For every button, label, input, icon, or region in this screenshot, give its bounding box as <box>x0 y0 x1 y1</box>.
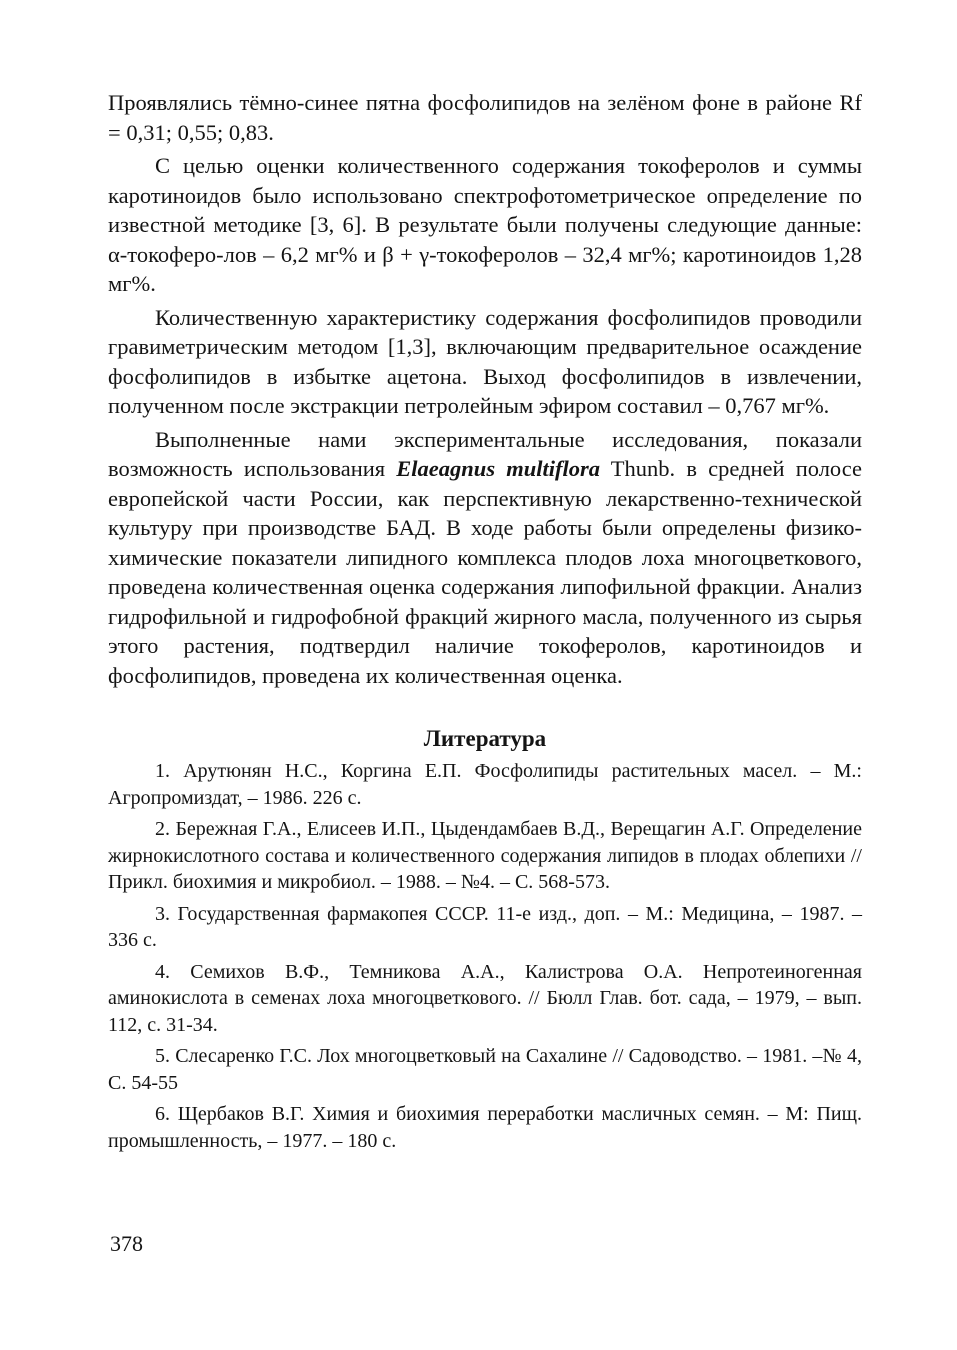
reference-text: Щербаков В.Г. Химия и биохимия переработки масличных семян. – М: Пищ. промышленность, – 1977. – 180 с. <box>108 1103 863 1152</box>
reference-item <box>108 1043 862 1096</box>
page-number: 378 <box>110 1231 143 1256</box>
reference-number: 4. <box>155 960 170 983</box>
references-heading: Литература <box>423 726 547 751</box>
reference-text: Слесаренко Г.С. Лох многоцветковый на Сахалине // Садоводство. – 1981. –№ 4, С. 54-55 <box>108 1045 863 1094</box>
paragraph-tocopherols: С целью оценки количественного содержания токоферолов и суммы каротиноидов было использовано спектрофотометрическое определение по известной методике [3, 6]. В результате были получены следующие данные: α-токоферо-лов – 6,2 мг% и β + γ-токоферолов – 32,4 мг%; каротиноидов 1,28 мг%. <box>108 153 862 296</box>
conclusion-text-before: Выполненные нами экспериментальные исследования, показали возможность использования <box>108 426 862 481</box>
reference-number: 1. <box>155 760 170 782</box>
reference-text: Арутюнян Н.С., Коргина Е.П. Фосфолипиды растительных масел. – М.: Агропромиздат, – 1986. 226 с. <box>108 760 862 809</box>
reference-item <box>108 1101 862 1154</box>
reference-text: Семихов В.Ф., Темникова А.А., Калистрова О.А. Непротеиногенная аминокислота в семенах лоха многоцветкового. // Бюлл Глав. бот. сада, – 1979, – вып. 112, с. 31-34. <box>108 960 862 1036</box>
reference-number: 3. <box>155 902 170 925</box>
species-name: Elaeagnus multiflora <box>396 456 601 481</box>
paragraph-rf-values: Проявлялись тёмно-синее пятна фосфолипидов на зелёном фоне в районе Rf = 0,31; 0,55; 0,83. <box>108 90 862 145</box>
paragraph-phospholipids: Количественную характеристику содержания фосфолипидов проводили гравиметрическим методом [1,3], включающим предварительное осаждение фосфолипидов в избытке ацетона. Выход фосфолипидов в извлечении, полученном после экстракции петролейным эфиром составил – 0,767 мг%. <box>108 304 862 418</box>
reference-item <box>108 901 862 954</box>
document-page <box>108 88 862 1159</box>
reference-text: Бережная Г.А., Елисеев И.П., Цыдендамбаев В.Д., Верещагин А.Г. Определение жирнокислотного состава и количественного содержания липидов в плодах облепихи //Прикл. биохимия и микробиол. – 1988. – №4. – С. 568-573. <box>108 818 862 893</box>
references-list <box>108 758 862 1154</box>
conclusion-text-after: Thunb. в средней полосе европейской части России, как перспективную лекарственно-технической культуру при производстве БАД. В ходе работы были определены физико-химические показатели липидного комплекса плодов лоха многоцветкового, проведена количественная оценка содержания липофильной фракции. Анализ гидрофильной и гидрофобной фракций жирного масла, полученного из сырья этого растения, подтвердил наличие токоферолов, каротиноидов и фосфолипидов, проведена их количественная оценка. <box>108 456 862 688</box>
reference-number: 5. <box>155 1045 170 1067</box>
reference-item <box>108 959 862 1039</box>
paragraph-conclusion <box>108 425 862 691</box>
reference-number: 2. <box>155 818 170 840</box>
reference-item <box>108 816 862 896</box>
reference-number: 6. <box>155 1103 170 1125</box>
reference-item <box>108 758 862 811</box>
reference-text: Государственная фармакопея СССР. 11-е изд., доп. – М.: Медицина, – 1987. – 336 с. <box>108 902 862 951</box>
